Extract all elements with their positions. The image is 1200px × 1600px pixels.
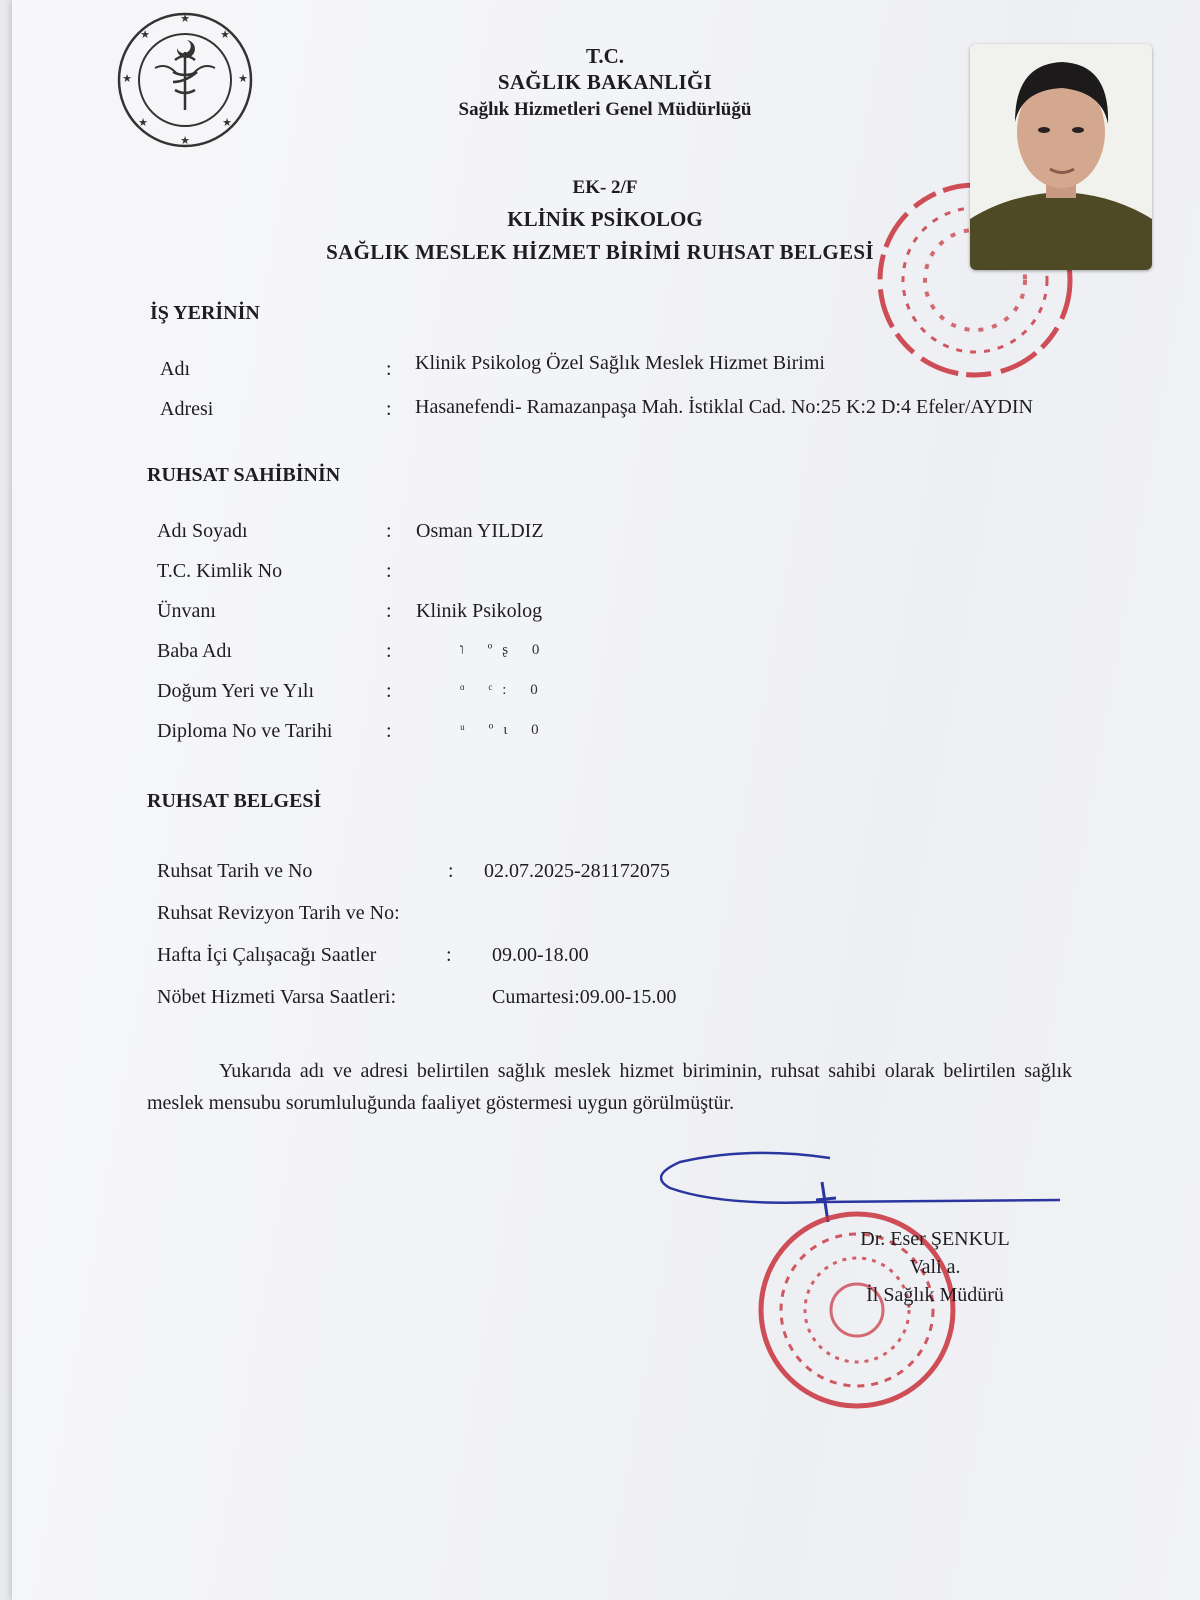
father-name-value: ו ºʂ 0 (460, 642, 550, 658)
signatory-role-director: İl Sağlık Müdürü (866, 1284, 1004, 1306)
colon: : (386, 640, 392, 662)
svg-text:★: ★ (238, 73, 248, 85)
duty-hours-label: Nöbet Hizmeti Varsa Saatleri: (157, 986, 397, 1008)
directorate-name: Sağlık Hizmetleri Genel Müdürlüğü (458, 99, 752, 120)
workplace-heading: İŞ YERİNİN (150, 302, 260, 324)
profession-title: KLİNİK PSİKOLOG (507, 207, 703, 231)
workplace-name-label: Adı (160, 358, 190, 380)
birth-place-year-label: Doğum Yeri ve Yılı (157, 680, 315, 702)
ministry-name: SAĞLIK BAKANLIĞI (497, 70, 713, 94)
colon: : (386, 398, 392, 420)
svg-text:★: ★ (220, 29, 230, 41)
holder-photo (970, 44, 1152, 270)
colon: : (386, 600, 392, 622)
license-heading: RUHSAT BELGESİ (147, 790, 322, 812)
svg-text:★: ★ (180, 13, 190, 25)
title-value: Klinik Psikolog (416, 600, 543, 622)
signatory-name: Dr. Eser ŞENKUL (860, 1228, 1010, 1250)
svg-text:★: ★ (122, 73, 132, 85)
colon: : (386, 720, 392, 742)
approval-statement: Yukarıda adı ve adresi belirtilen sağlık meslek hizmet biriminin, ruhsat sahibi olarak belirtilen sağlık meslek mensubu sorumluluğunda faaliyet göstermesi uygun görülmüştür. (147, 1060, 1072, 1114)
license-date-no-value: 02.07.2025-281172075 (484, 860, 670, 882)
signatory-role-vali: Vali a. (909, 1256, 961, 1278)
svg-text:★: ★ (140, 29, 150, 41)
diploma-value: ᵘ ºɩ 0 (460, 722, 549, 738)
diploma-label: Diploma No ve Tarihi (157, 720, 333, 742)
duty-hours-value: Cumartesi:09.00-15.00 (492, 986, 677, 1008)
birth-place-year-value: ᵅ ᶜ: 0 (460, 682, 548, 698)
colon: : (448, 860, 454, 882)
father-name-label: Baba Adı (157, 640, 232, 662)
svg-text:★: ★ (180, 135, 190, 147)
colon: : (386, 680, 392, 702)
colon: : (386, 560, 392, 582)
country-abbrev: T.C. (585, 44, 625, 68)
holder-name-label: Adı Soyadı (157, 520, 248, 542)
holder-heading: RUHSAT SAHİBİNİN (147, 464, 341, 486)
colon: : (386, 358, 392, 380)
license-revision-label: Ruhsat Revizyon Tarih ve No: (157, 902, 400, 924)
svg-text:★: ★ (222, 117, 232, 129)
svg-text:★: ★ (138, 117, 148, 129)
license-date-no-label: Ruhsat Tarih ve No (157, 860, 313, 882)
colon: : (386, 520, 392, 542)
workplace-name-value: Klinik Psikolog Özel Sağlık Meslek Hizmet Birimi (415, 352, 825, 374)
annex-code: EK- 2/F (572, 177, 638, 198)
colon: : (446, 944, 452, 966)
weekday-hours-label: Hafta İçi Çalışacağı Saatler (157, 944, 377, 966)
ministry-seal-logo (115, 10, 255, 150)
document-title: SAĞLIK MESLEK HİZMET BİRİMİ RUHSAT BELGESİ (326, 240, 874, 264)
workplace-address-label: Adresi (160, 398, 214, 420)
weekday-hours-value: 09.00-18.00 (492, 944, 589, 966)
title-label: Ünvanı (157, 600, 216, 622)
workplace-address-value: Hasanefendi- Ramazanpaşa Mah. İstiklal Cad. No:25 K:2 D:4 Efeler/AYDIN (415, 396, 1033, 418)
national-id-label: T.C. Kimlik No (157, 560, 283, 582)
holder-name-value: Osman YILDIZ (416, 520, 544, 542)
